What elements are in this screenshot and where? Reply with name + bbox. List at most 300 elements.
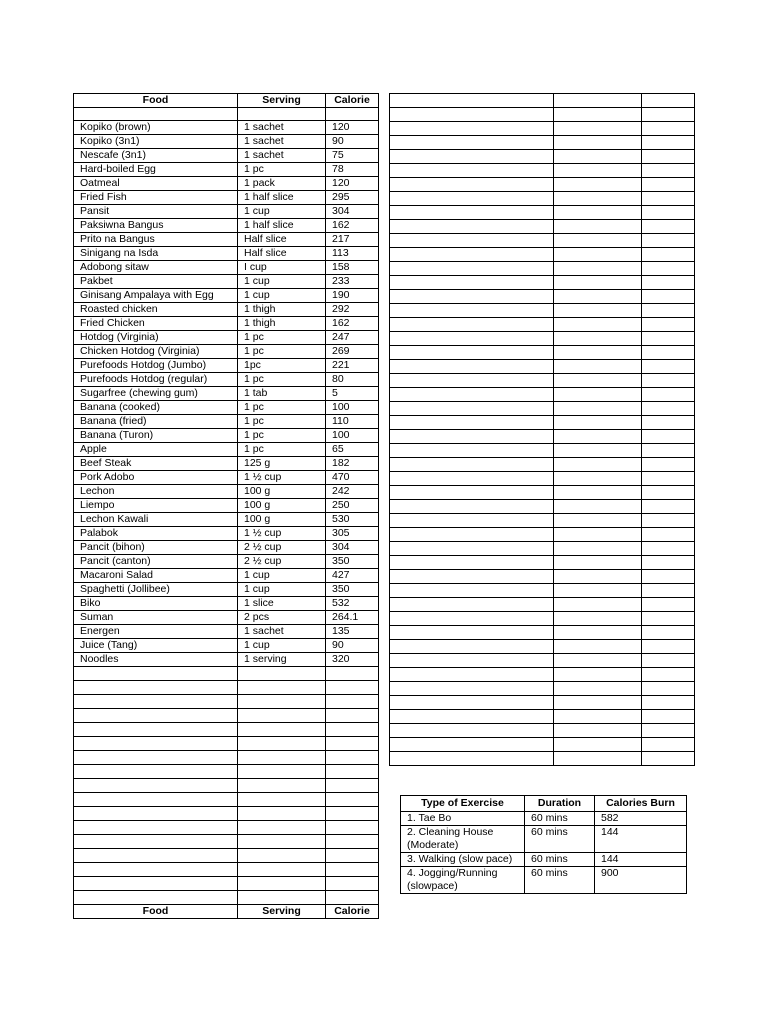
calorie-cell: 350 [326,583,379,597]
calorie-cell: 427 [326,569,379,583]
blank-cell [390,584,554,598]
header-type-of-exercise: Type of Exercise [401,796,525,812]
blank-row [390,360,695,374]
blank-row [74,835,379,849]
blank-cell [554,360,642,374]
blank-row [74,793,379,807]
calorie-cell: 80 [326,373,379,387]
blank-cell [326,877,379,891]
serving-cell: 1 half slice [238,219,326,233]
blank-cell [390,332,554,346]
blank-cell [642,94,695,108]
blank-cell [642,430,695,444]
serving-cell: 1 sachet [238,121,326,135]
blank-cell [554,752,642,766]
blank-row [390,500,695,514]
calories-burn-cell: 144 [595,853,687,867]
blank-cell [326,849,379,863]
blank-cell [74,835,238,849]
table-row [74,135,379,149]
blank-cell [642,626,695,640]
blank-cell [554,248,642,262]
table-row [74,387,379,401]
table-row [74,443,379,457]
blank-cell [326,765,379,779]
serving-cell: 1 cup [238,205,326,219]
food-name-cell: Roasted chicken [74,303,238,317]
serving-cell: 1 pack [238,177,326,191]
serving-cell: 1 ½ cup [238,471,326,485]
table-row [74,555,379,569]
table-row [74,359,379,373]
food-name-cell: Pakbet [74,275,238,289]
calorie-cell: 158 [326,261,379,275]
serving-cell: 1 pc [238,345,326,359]
blank-cell [326,793,379,807]
food-name-cell: Lechon Kawali [74,513,238,527]
blank-cell [390,108,554,122]
blank-cell [390,640,554,654]
serving-cell: 1 serving [238,653,326,667]
calorie-cell: 470 [326,471,379,485]
blank-cell [554,94,642,108]
table-row [74,261,379,275]
blank-cell [642,332,695,346]
serving-cell: 2 pcs [238,611,326,625]
exercise-type-cell: 3. Walking (slow pace) [401,853,525,867]
blank-row [390,262,695,276]
calorie-cell: 162 [326,317,379,331]
blank-cell [390,374,554,388]
blank-row [390,654,695,668]
table-row [401,812,687,826]
blank-cell [326,723,379,737]
serving-cell: 1 pc [238,373,326,387]
blank-cell [74,751,238,765]
blank-cell [554,374,642,388]
table-row [74,485,379,499]
header-duration: Duration [525,796,595,812]
serving-cell: 2 ½ cup [238,555,326,569]
blank-cell [554,192,642,206]
blank-cell [642,402,695,416]
food-name-cell: Prito na Bangus [74,233,238,247]
duration-cell: 60 mins [525,826,595,853]
blank-row [390,178,695,192]
blank-row [390,710,695,724]
blank-cell [642,178,695,192]
duration-cell: 60 mins [525,853,595,867]
blank-cell [390,598,554,612]
serving-cell: 2 ½ cup [238,541,326,555]
blank-cell [390,570,554,584]
blank-row [390,402,695,416]
blank-cell [390,444,554,458]
food-name-cell: Lechon [74,485,238,499]
blank-cell [74,779,238,793]
blank-cell [390,304,554,318]
blank-cell [554,220,642,234]
blank-row [390,164,695,178]
calorie-cell: 78 [326,163,379,177]
blank-cell [74,723,238,737]
food-name-cell: Adobong sitaw [74,261,238,275]
food-name-cell: Purefoods Hotdog (regular) [74,373,238,387]
blank-row [390,94,695,108]
food-name-cell: Banana (Turon) [74,429,238,443]
blank-cell [642,262,695,276]
blank-cell [238,751,326,765]
exercise-table-header-row [401,796,687,812]
serving-cell: 1 cup [238,275,326,289]
calorie-cell: 221 [326,359,379,373]
food-name-cell: Banana (fried) [74,415,238,429]
table-row [74,163,379,177]
table-row [74,429,379,443]
blank-row [390,206,695,220]
food-name-cell: Hard-boiled Egg [74,163,238,177]
blank-cell [642,304,695,318]
blank-cell [554,556,642,570]
blank-cell [642,486,695,500]
serving-cell: 1 thigh [238,303,326,317]
blank-row [390,584,695,598]
blank-cell [642,542,695,556]
blank-cell [74,765,238,779]
blank-row [390,248,695,262]
blank-cell [390,682,554,696]
table-row [74,275,379,289]
blank-cell [554,122,642,136]
blank-row [390,682,695,696]
blank-cell [326,891,379,905]
blank-cell [390,178,554,192]
blank-cell [554,584,642,598]
table-row [74,233,379,247]
blank-cell [642,738,695,752]
food-name-cell: Biko [74,597,238,611]
blank-cell [642,598,695,612]
food-name-cell: Purefoods Hotdog (Jumbo) [74,359,238,373]
table-row [74,121,379,135]
serving-cell: Half slice [238,233,326,247]
blank-row [390,388,695,402]
footer-food: Food [74,905,238,919]
calorie-cell: 100 [326,429,379,443]
blank-row [74,751,379,765]
header-food: Food [74,94,238,108]
header-calorie: Calorie [326,94,379,108]
food-name-cell: Ginisang Ampalaya with Egg [74,289,238,303]
table-row [74,415,379,429]
serving-cell: 1pc [238,359,326,373]
blank-cell [554,472,642,486]
blank-cell [238,835,326,849]
blank-cell [642,682,695,696]
blank-cell [554,514,642,528]
blank-row [390,318,695,332]
blank-cell [390,136,554,150]
calorie-cell: 5 [326,387,379,401]
blank-cell [642,570,695,584]
calorie-cell: 190 [326,289,379,303]
food-name-cell: Juice (Tang) [74,639,238,653]
blank-cell [238,807,326,821]
blank-cell [390,472,554,486]
food-name-cell: Kopiko (brown) [74,121,238,135]
blank-cell [554,696,642,710]
serving-cell: 1 cup [238,583,326,597]
blank-cell [390,738,554,752]
food-name-cell: Macaroni Salad [74,569,238,583]
blank-cell [390,150,554,164]
blank-row [390,346,695,360]
blank-cell [554,486,642,500]
food-name-cell: Pansit [74,205,238,219]
calories-burn-cell: 900 [595,867,687,894]
serving-cell: 125 g [238,457,326,471]
blank-cell [390,360,554,374]
calorie-cell: 305 [326,527,379,541]
blank-cell [238,695,326,709]
food-name-cell: Spaghetti (Jollibee) [74,583,238,597]
table-row [74,303,379,317]
calorie-cell: 65 [326,443,379,457]
blank-cell [390,710,554,724]
blank-cell [238,667,326,681]
serving-cell: 1 pc [238,443,326,457]
blank-cell [326,821,379,835]
serving-cell: 1 pc [238,429,326,443]
blank-row [390,724,695,738]
blank-cell [390,318,554,332]
food-name-cell: Fried Fish [74,191,238,205]
blank-row [74,681,379,695]
blank-cell [74,849,238,863]
blank-cell [238,877,326,891]
calorie-cell: 120 [326,177,379,191]
food-name-cell: Fried Chicken [74,317,238,331]
blank-row [390,430,695,444]
table-row [74,317,379,331]
blank-cell [390,416,554,430]
blank-row [390,640,695,654]
blank-cell [642,612,695,626]
table-row [74,401,379,415]
table-row [74,611,379,625]
blank-row [390,696,695,710]
blank-cell [642,136,695,150]
blank-row [390,220,695,234]
blank-cell [390,290,554,304]
calorie-cell: 304 [326,541,379,555]
blank-cell [642,108,695,122]
blank-cell [554,164,642,178]
table-row [74,177,379,191]
blank-cell [390,262,554,276]
table-row [74,457,379,471]
blank-cell [390,402,554,416]
blank-cell [554,416,642,430]
blank-cell [390,248,554,262]
serving-cell: 1 pc [238,415,326,429]
serving-cell: I cup [238,261,326,275]
blank-cell [326,681,379,695]
blank-row [74,863,379,877]
calorie-cell: 233 [326,275,379,289]
blank-cell [238,849,326,863]
blank-cell [642,234,695,248]
blank-cell [554,640,642,654]
blank-cell [390,626,554,640]
blank-cell [326,835,379,849]
exercise-type-cell: 4. Jogging/Running (slowpace) [401,867,525,894]
blank-cell [642,640,695,654]
blank-cell [642,122,695,136]
serving-cell: 1 thigh [238,317,326,331]
blank-row [390,234,695,248]
serving-cell: 100 g [238,499,326,513]
blank-cell [554,178,642,192]
calorie-cell: 100 [326,401,379,415]
table-row [74,499,379,513]
blank-cell [554,710,642,724]
table-row [74,583,379,597]
blank-cell [238,779,326,793]
blank-cell [390,752,554,766]
blank-cell [554,108,642,122]
blank-cell [642,276,695,290]
blank-cell [554,304,642,318]
blank-cell [642,710,695,724]
table-row [74,639,379,653]
blank-row [74,695,379,709]
blank-cell [554,388,642,402]
blank-cell [74,108,238,121]
food-name-cell: Nescafe (3n1) [74,149,238,163]
blank-cell [74,821,238,835]
serving-cell: 100 g [238,513,326,527]
food-name-cell: Suman [74,611,238,625]
blank-cell [554,626,642,640]
calorie-cell: 269 [326,345,379,359]
food-name-cell: Palabok [74,527,238,541]
blank-log-table [389,93,695,766]
blank-cell [554,318,642,332]
blank-cell [642,752,695,766]
blank-row [390,416,695,430]
blank-row [74,765,379,779]
table-row [74,513,379,527]
blank-row [390,304,695,318]
food-table-header-row [74,94,379,108]
calorie-cell: 350 [326,555,379,569]
blank-row [390,738,695,752]
table-row [74,625,379,639]
calorie-cell: 304 [326,205,379,219]
blank-cell [554,262,642,276]
exercise-type-cell: 2. Cleaning House (Moderate) [401,826,525,853]
blank-cell [554,136,642,150]
blank-row [390,570,695,584]
footer-calorie: Calorie [326,905,379,919]
blank-cell [554,430,642,444]
blank-row [390,752,695,766]
blank-cell [390,528,554,542]
blank-cell [642,416,695,430]
blank-cell [390,234,554,248]
blank-row [74,108,379,121]
serving-cell: 100 g [238,485,326,499]
blank-cell [238,723,326,737]
blank-row [74,849,379,863]
blank-cell [390,164,554,178]
blank-row [390,486,695,500]
blank-cell [642,360,695,374]
table-row [74,373,379,387]
calorie-cell: 530 [326,513,379,527]
calorie-cell: 135 [326,625,379,639]
calorie-cell: 264.1 [326,611,379,625]
exercise-table [400,795,687,894]
blank-cell [74,709,238,723]
serving-cell: 1 pc [238,163,326,177]
blank-cell [554,724,642,738]
food-table-footer-row [74,905,379,919]
table-row [401,826,687,853]
food-name-cell: Liempo [74,499,238,513]
serving-cell: 1 sachet [238,135,326,149]
calories-burn-cell: 582 [595,812,687,826]
serving-cell: 1 sachet [238,149,326,163]
blank-row [390,668,695,682]
blank-cell [238,793,326,807]
blank-cell [554,402,642,416]
blank-row [74,807,379,821]
blank-cell [642,150,695,164]
blank-cell [642,444,695,458]
calorie-cell: 162 [326,219,379,233]
blank-cell [390,668,554,682]
serving-cell: 1 cup [238,289,326,303]
blank-cell [642,458,695,472]
calorie-cell: 113 [326,247,379,261]
blank-cell [74,667,238,681]
blank-cell [390,724,554,738]
duration-cell: 60 mins [525,867,595,894]
blank-row [390,556,695,570]
serving-cell: Half slice [238,247,326,261]
food-name-cell: Sugarfree (chewing gum) [74,387,238,401]
food-name-cell: Pancit (canton) [74,555,238,569]
blank-cell [238,737,326,751]
table-row [74,289,379,303]
blank-row [390,122,695,136]
blank-row [390,290,695,304]
blank-cell [390,206,554,220]
blank-row [390,136,695,150]
calorie-cell: 182 [326,457,379,471]
blank-cell [554,234,642,248]
blank-cell [74,695,238,709]
table-row [401,867,687,894]
table-row [74,471,379,485]
food-name-cell: Beef Steak [74,457,238,471]
blank-cell [390,430,554,444]
blank-cell [238,821,326,835]
blank-cell [326,695,379,709]
blank-cell [74,737,238,751]
